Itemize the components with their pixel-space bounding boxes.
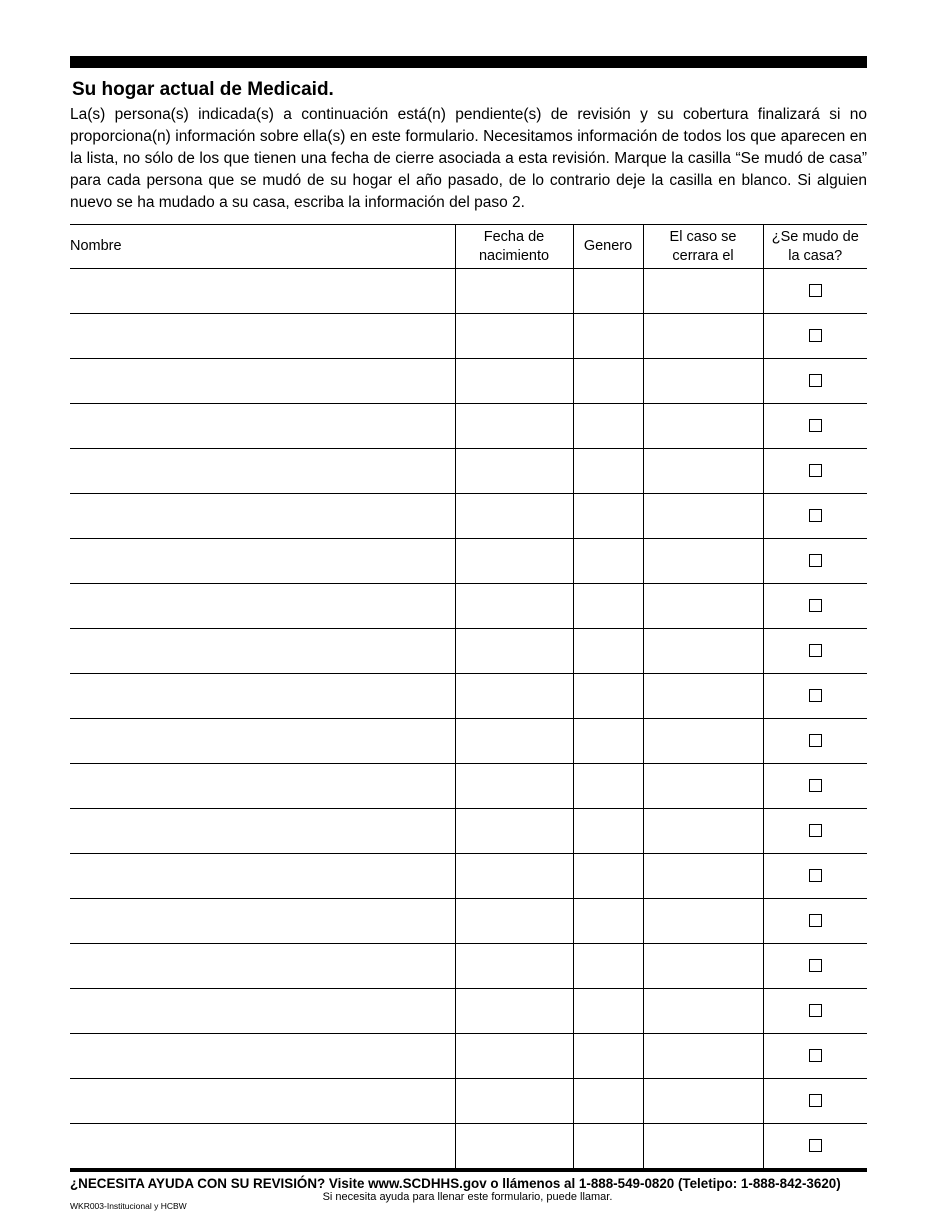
bottom-rule [70, 1169, 867, 1172]
moved-checkbox[interactable] [809, 689, 822, 702]
table-row [70, 809, 867, 854]
gender-cell[interactable] [573, 629, 643, 674]
moved-cell [763, 494, 867, 539]
moved-checkbox[interactable] [809, 1049, 822, 1062]
gender-cell[interactable] [573, 899, 643, 944]
table-row [70, 449, 867, 494]
close-date-cell[interactable] [643, 359, 763, 404]
column-header-dob: Fecha de nacimiento [455, 225, 573, 269]
column-header-gender: Genero [573, 225, 643, 269]
close-date-cell[interactable] [643, 539, 763, 584]
table-row [70, 629, 867, 674]
moved-cell [763, 629, 867, 674]
close-date-cell[interactable] [643, 404, 763, 449]
name-cell[interactable] [70, 494, 455, 539]
close-date-cell[interactable] [643, 449, 763, 494]
name-cell[interactable] [70, 854, 455, 899]
instructions-paragraph: La(s) persona(s) indicada(s) a continuación está(n) pendiente(s) de revisión y su cobertura finalizará si no proporciona(n) información sobre ella(s) en este formulario. Necesitamos información de todos los que aparecen en la lista, no sólo de los que tienen una fecha de cierre asociada a esta revisión. Marque la casilla “Se mudó de casa” para cada persona que se mudó de su hogar el año pasado, de lo contrario deje la casilla en blanco. Si alguien nuevo se ha mudado a su casa, escriba la información del paso 2. [70, 106, 867, 211]
moved-cell [763, 899, 867, 944]
moved-cell [763, 809, 867, 854]
dob-cell[interactable] [455, 719, 573, 764]
name-cell[interactable] [70, 809, 455, 854]
column-header-close-date: El caso se cerrara el [643, 225, 763, 269]
moved-cell [763, 404, 867, 449]
moved-checkbox[interactable] [809, 779, 822, 792]
dob-cell[interactable] [455, 449, 573, 494]
table-row [70, 539, 867, 584]
name-cell[interactable] [70, 269, 455, 314]
moved-cell [763, 449, 867, 494]
close-date-cell[interactable] [643, 1034, 763, 1079]
moved-cell [763, 764, 867, 809]
gender-cell[interactable] [573, 944, 643, 989]
moved-cell [763, 359, 867, 404]
name-cell[interactable] [70, 899, 455, 944]
table-row [70, 989, 867, 1034]
table-row [70, 404, 867, 449]
moved-checkbox[interactable] [809, 824, 822, 837]
dob-cell[interactable] [455, 944, 573, 989]
close-date-cell[interactable] [643, 494, 763, 539]
close-date-cell[interactable] [643, 674, 763, 719]
moved-checkbox[interactable] [809, 464, 822, 477]
moved-checkbox[interactable] [809, 599, 822, 612]
name-cell[interactable] [70, 1034, 455, 1079]
close-date-cell[interactable] [643, 1079, 763, 1124]
moved-cell [763, 1124, 867, 1169]
dob-cell[interactable] [455, 989, 573, 1034]
close-date-cell[interactable] [643, 944, 763, 989]
gender-cell[interactable] [573, 1124, 643, 1169]
name-cell[interactable] [70, 944, 455, 989]
dob-cell[interactable] [455, 584, 573, 629]
table-row [70, 899, 867, 944]
gender-cell[interactable] [573, 719, 643, 764]
moved-checkbox[interactable] [809, 374, 822, 387]
name-cell[interactable] [70, 539, 455, 584]
table-row [70, 1124, 867, 1169]
household-table [70, 224, 867, 1169]
close-date-cell[interactable] [643, 989, 763, 1034]
table-header-row [70, 225, 867, 269]
name-cell[interactable] [70, 314, 455, 359]
table-row [70, 674, 867, 719]
gender-cell[interactable] [573, 674, 643, 719]
name-cell[interactable] [70, 989, 455, 1034]
table-row [70, 359, 867, 404]
gender-cell[interactable] [573, 449, 643, 494]
column-header-moved: ¿Se mudo de la casa? [763, 225, 867, 269]
moved-checkbox[interactable] [809, 1139, 822, 1152]
moved-cell [763, 1079, 867, 1124]
dob-cell[interactable] [455, 494, 573, 539]
name-cell[interactable] [70, 584, 455, 629]
name-cell[interactable] [70, 629, 455, 674]
gender-cell[interactable] [573, 494, 643, 539]
gender-cell[interactable] [573, 404, 643, 449]
moved-cell [763, 674, 867, 719]
moved-cell [763, 944, 867, 989]
gender-cell[interactable] [573, 854, 643, 899]
name-cell[interactable] [70, 1124, 455, 1169]
moved-checkbox[interactable] [809, 734, 822, 747]
top-rule [70, 56, 867, 68]
close-date-cell[interactable] [643, 314, 763, 359]
name-cell[interactable] [70, 404, 455, 449]
moved-cell [763, 269, 867, 314]
close-date-cell[interactable] [643, 629, 763, 674]
name-cell[interactable] [70, 764, 455, 809]
dob-cell[interactable] [455, 629, 573, 674]
moved-checkbox[interactable] [809, 419, 822, 432]
table-row [70, 719, 867, 764]
moved-cell [763, 584, 867, 629]
table-row [70, 584, 867, 629]
dob-cell[interactable] [455, 899, 573, 944]
dob-cell[interactable] [455, 1124, 573, 1169]
table-row [70, 494, 867, 539]
close-date-cell[interactable] [643, 809, 763, 854]
close-date-cell[interactable] [643, 584, 763, 629]
dob-cell[interactable] [455, 359, 573, 404]
table-body [70, 269, 867, 1169]
gender-cell[interactable] [573, 1079, 643, 1124]
column-header-name: Nombre [70, 225, 455, 269]
dob-cell[interactable] [455, 539, 573, 584]
moved-checkbox[interactable] [809, 554, 822, 567]
name-cell[interactable] [70, 359, 455, 404]
table-row [70, 764, 867, 809]
moved-cell [763, 989, 867, 1034]
moved-checkbox[interactable] [809, 959, 822, 972]
table-row [70, 854, 867, 899]
dob-cell[interactable] [455, 1079, 573, 1124]
table-row [70, 944, 867, 989]
name-cell[interactable] [70, 719, 455, 764]
dob-cell[interactable] [455, 674, 573, 719]
moved-checkbox[interactable] [809, 509, 822, 522]
moved-cell [763, 1034, 867, 1079]
moved-checkbox[interactable] [809, 1094, 822, 1107]
gender-cell[interactable] [573, 764, 643, 809]
moved-cell [763, 719, 867, 764]
gender-cell[interactable] [573, 1034, 643, 1079]
close-date-cell[interactable] [643, 719, 763, 764]
gender-cell[interactable] [573, 314, 643, 359]
gender-cell[interactable] [573, 809, 643, 854]
form-code: WKR003-Institucional y HCBW [70, 1201, 187, 1211]
moved-checkbox[interactable] [809, 644, 822, 657]
name-cell[interactable] [70, 674, 455, 719]
gender-cell[interactable] [573, 359, 643, 404]
dob-cell[interactable] [455, 404, 573, 449]
close-date-cell[interactable] [643, 1124, 763, 1169]
table-row [70, 1079, 867, 1124]
dob-cell[interactable] [455, 314, 573, 359]
moved-cell [763, 539, 867, 584]
moved-checkbox[interactable] [809, 329, 822, 342]
dob-cell[interactable] [455, 1034, 573, 1079]
help-subtext: Si necesita ayuda para llenar este formulario, puede llamar. [322, 1191, 613, 1203]
dob-cell[interactable] [455, 764, 573, 809]
moved-checkbox[interactable] [809, 284, 822, 297]
gender-cell[interactable] [573, 584, 643, 629]
name-cell[interactable] [70, 449, 455, 494]
moved-cell [763, 854, 867, 899]
dob-cell[interactable] [455, 854, 573, 899]
moved-cell [763, 314, 867, 359]
gender-cell[interactable] [573, 989, 643, 1034]
close-date-cell[interactable] [643, 899, 763, 944]
close-date-cell[interactable] [643, 764, 763, 809]
moved-checkbox[interactable] [809, 1004, 822, 1017]
table-row [70, 314, 867, 359]
name-cell[interactable] [70, 1079, 455, 1124]
table-row [70, 1034, 867, 1079]
gender-cell[interactable] [573, 269, 643, 314]
help-line: ¿NECESITA AYUDA CON SU REVISIÓN? Visite www.SCDHHS.gov o llámenos al 1-888-549-0820 (Teletipo: 1-888-842-3620) [70, 1176, 841, 1191]
moved-checkbox[interactable] [809, 914, 822, 927]
close-date-cell[interactable] [643, 269, 763, 314]
moved-checkbox[interactable] [809, 869, 822, 882]
close-date-cell[interactable] [643, 854, 763, 899]
table-row [70, 269, 867, 314]
gender-cell[interactable] [573, 539, 643, 584]
dob-cell[interactable] [455, 269, 573, 314]
page-title: Su hogar actual de Medicaid. [72, 79, 334, 100]
dob-cell[interactable] [455, 809, 573, 854]
